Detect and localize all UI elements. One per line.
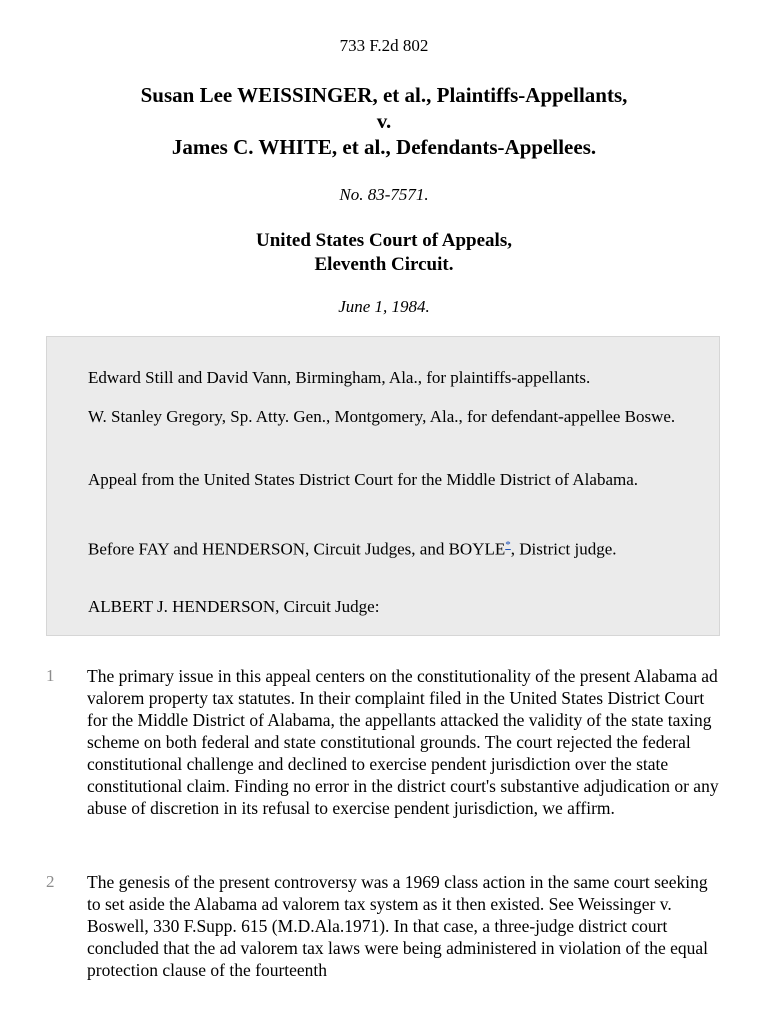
case-caption: [0, 82, 768, 160]
plaintiffs-counsel: Edward Still and David Vann, Birmingham, Ala., for plaintiffs-appellants.: [88, 368, 591, 387]
panel-judges-suffix: , District judge.: [510, 539, 617, 559]
decision-date: June 1, 1984.: [338, 297, 430, 316]
paragraph-text: The primary issue in this appeal centers on the constitutionality of the present Alabama ad valorem property tax statutes. In their complaint filed in the United States District Court for the Middle District of Alabama, the appellants attacked the validity of the state taxing scheme on both federal and state constitutional grounds. The court rejected the federal constitutional challenge and declined to exercise pendent jurisdiction over the state constitutional claim. Finding no error in the district court's substantive adjudication or any abuse of discretion in its refusal to exercise pendent jurisdiction, we affirm.: [87, 666, 719, 818]
court-name: [0, 229, 768, 277]
appeal-from: Appeal from the United States District Court for the Middle District of Alabama.: [88, 470, 639, 489]
docket-number: No. 83-7571.: [339, 185, 429, 204]
counsel-box: [46, 336, 720, 636]
defendants-counsel: W. Stanley Gregory, Sp. Atty. Gen., Montgomery, Ala., for defendant-appellee Boswe.: [88, 407, 676, 426]
opinion-author: ALBERT J. HENDERSON, Circuit Judge:: [88, 597, 380, 616]
panel-judges: [88, 534, 688, 560]
footnote-link[interactable]: *: [505, 539, 511, 551]
caption-plaintiffs: Susan Lee WEISSINGER, et al., Plaintiffs-Appellants,: [140, 83, 628, 107]
paragraph-number: 2: [46, 872, 55, 891]
panel-judges-text: Before FAY and HENDERSON, Circuit Judges, and BOYLE: [88, 539, 506, 559]
court-name-line1: United States Court of Appeals,: [256, 230, 512, 251]
paragraph-number: 1: [46, 666, 55, 685]
caption-defendants: James C. WHITE, et al., Defendants-Appellees.: [171, 135, 597, 159]
case-citation: 733 F.2d 802: [339, 36, 429, 55]
caption-versus: v.: [376, 109, 392, 133]
paragraph-text: The genesis of the present controversy was a 1969 class action in the same court seeking to set aside the Alabama ad valorem tax system as it then existed. See Weissinger v. Boswell, 330 F.Supp. 615 (M.D.Ala.1971). In that case, a three-judge district court concluded that the ad valorem tax laws were being administered in violation of the equal protection clause of the fourteenth: [87, 872, 709, 980]
court-name-line2: Eleventh Circuit.: [314, 254, 454, 275]
